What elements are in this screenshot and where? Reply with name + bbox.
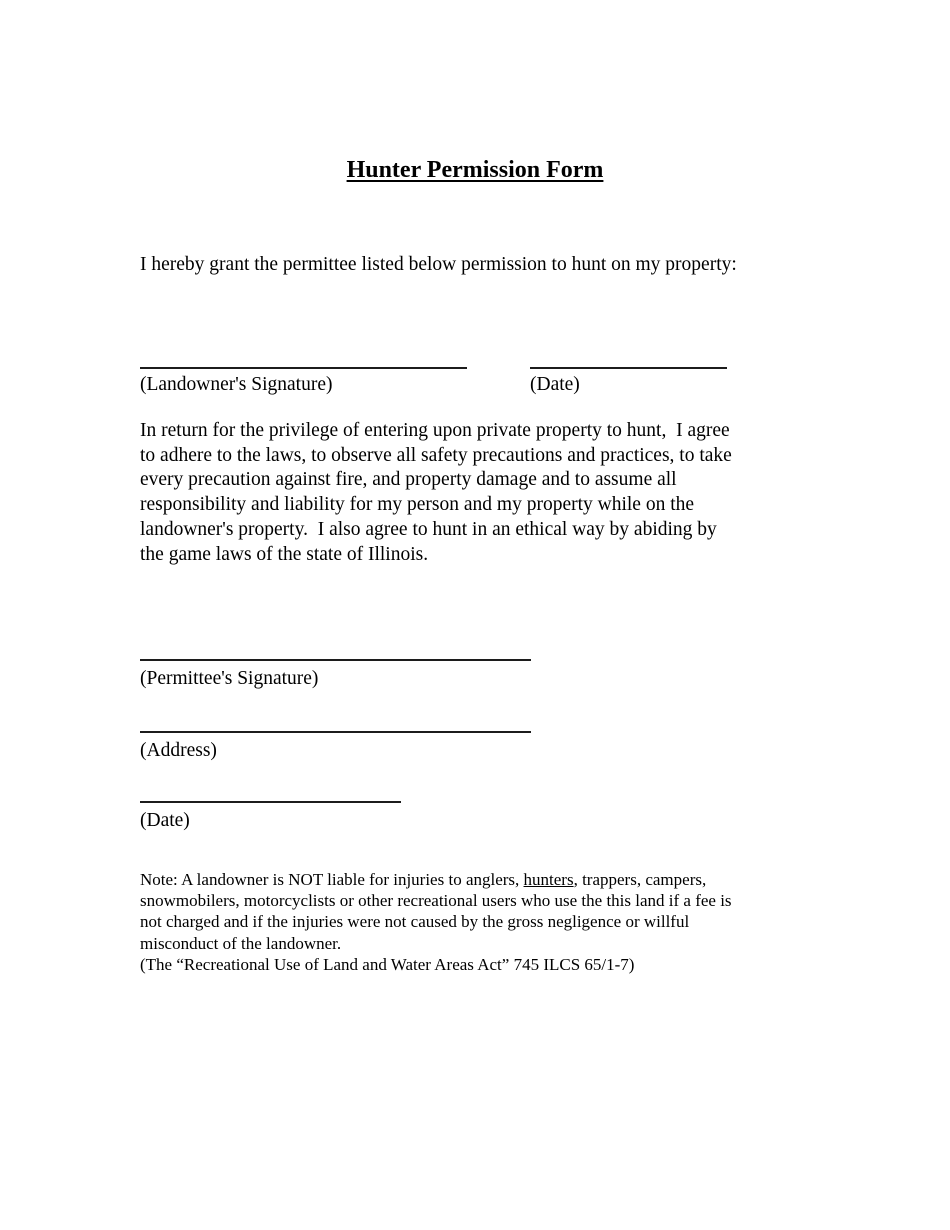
address-label: (Address) bbox=[140, 740, 217, 761]
agreement-line: responsibility and liability for my person and my property while on the bbox=[140, 494, 695, 516]
landowner-date-line bbox=[530, 367, 727, 369]
permittee-date-label: (Date) bbox=[140, 810, 190, 831]
agreement-line: landowner's property. I also agree to hunt in an ethical way by abiding by bbox=[140, 518, 717, 540]
intro-statement: I hereby grant the permittee listed below permission to hunt on my property: bbox=[140, 254, 737, 275]
permittee-signature-line bbox=[140, 659, 531, 661]
note-text-after-underline: , trappers, campers, bbox=[573, 870, 707, 889]
note-underlined-word: hunters bbox=[523, 870, 574, 889]
landowner-signature-line bbox=[140, 367, 467, 369]
permittee-date-line bbox=[140, 801, 401, 803]
note-line: misconduct of the landowner. bbox=[140, 933, 342, 953]
agreement-paragraph bbox=[140, 419, 840, 567]
note-text-before-underline: Note: A landowner is NOT liable for injuries to anglers, bbox=[140, 870, 524, 889]
agreement-line: In return for the privilege of entering upon private property to hunt, I agree bbox=[140, 420, 730, 441]
agreement-line: every precaution against fire, and property damage and to assume all bbox=[140, 469, 677, 491]
landowner-signature-label: (Landowner's Signature) bbox=[140, 374, 333, 395]
agreement-line: to adhere to the laws, to observe all safety precautions and practices, to take bbox=[140, 444, 732, 466]
landowner-date-label: (Date) bbox=[530, 374, 580, 395]
permittee-signature-label: (Permittee's Signature) bbox=[140, 668, 319, 689]
address-line bbox=[140, 731, 531, 733]
page-title: Hunter Permission Form bbox=[346, 157, 604, 183]
agreement-line: the game laws of the state of Illinois. bbox=[140, 543, 429, 565]
liability-note bbox=[140, 869, 840, 975]
note-line: snowmobilers, motorcyclists or other recreational users who use the this land if a fee is bbox=[140, 891, 732, 911]
note-line bbox=[140, 869, 840, 890]
note-line: not charged and if the injuries were not caused by the gross negligence or willful bbox=[140, 912, 690, 932]
note-citation: (The “Recreational Use of Land and Water Areas Act” 745 ILCS 65/1-7) bbox=[140, 954, 635, 974]
